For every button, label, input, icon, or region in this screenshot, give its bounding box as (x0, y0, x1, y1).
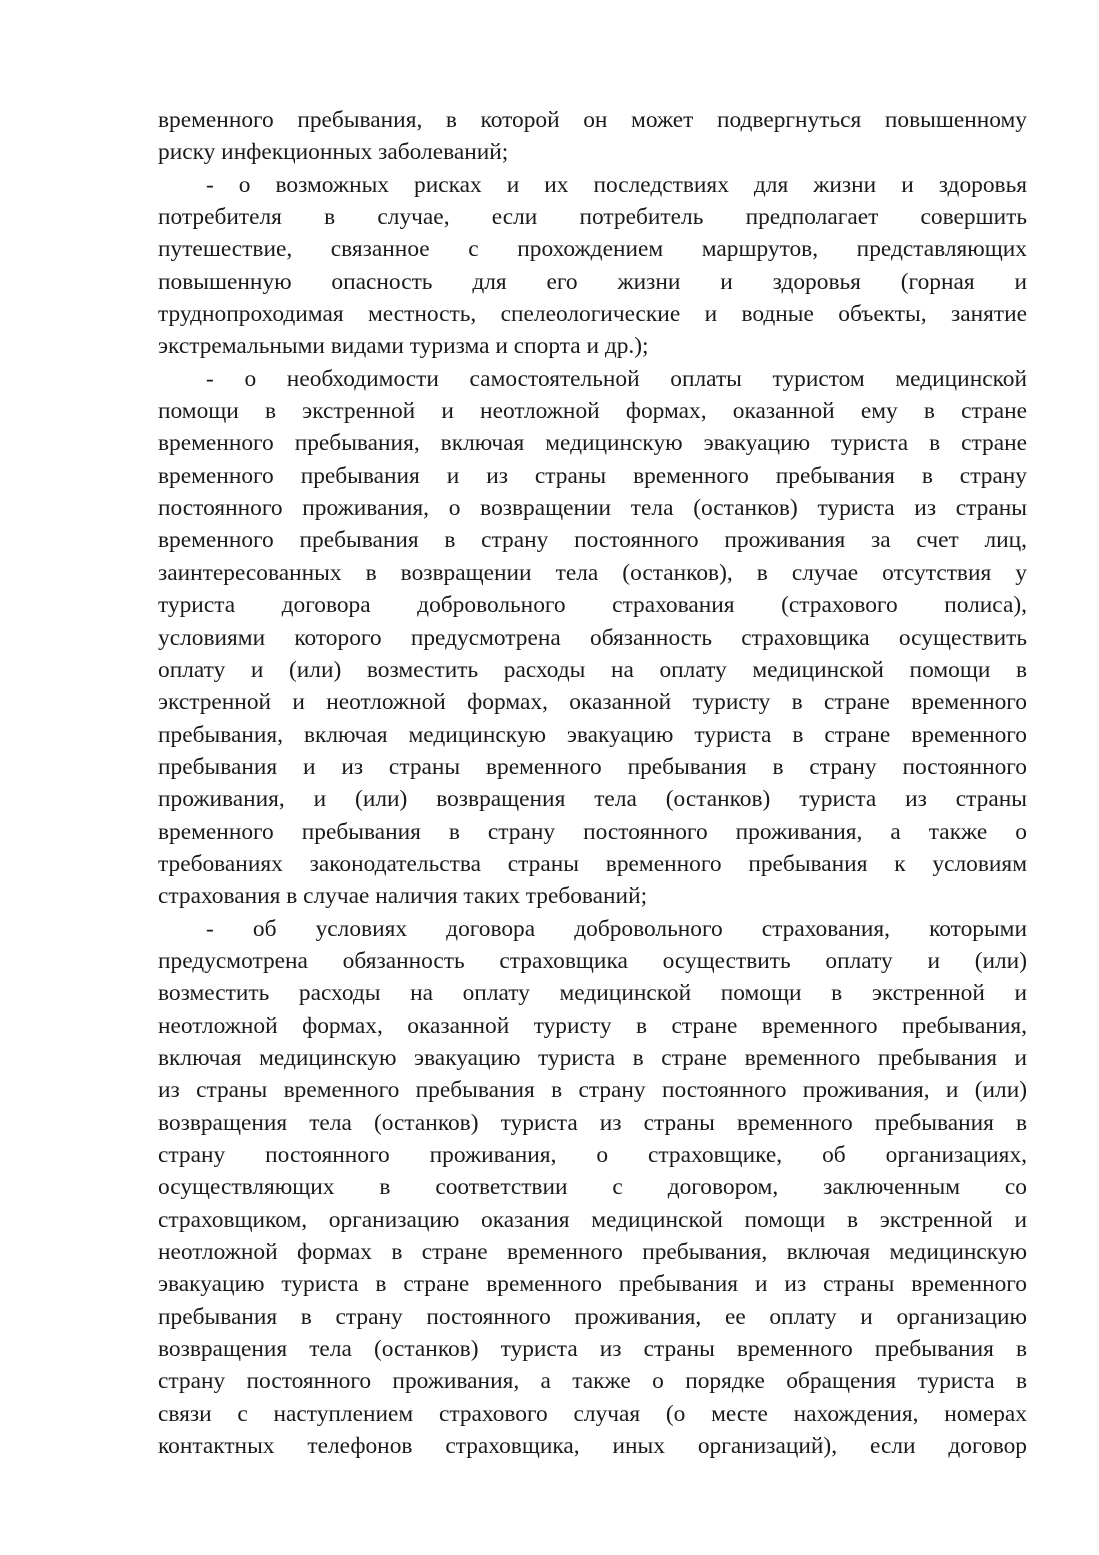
text-line: временного пребывания в страну постоянного проживания за счет лиц, (158, 527, 1027, 554)
text-line: страну постоянного проживания, о страховщике, об организациях, (158, 1142, 1027, 1168)
text-line: временного пребывания, включая медицинскую эвакуацию туриста в стране (158, 430, 1027, 457)
text-line: пребывания в страну постоянного проживания, ее оплату и организацию (158, 1303, 1027, 1330)
text-line: требованиях законодательства страны временного пребывания к условиям (158, 850, 1027, 877)
paragraph (158, 913, 1027, 1463)
text-line: условиями которого предусмотрена обязанность страховщика осуществить (158, 624, 1027, 651)
text-line: туриста договора добровольного страхования (страхового полиса), (158, 592, 1027, 619)
text-line: экстренной и неотложной формах, оказанной туристу в стране временного (158, 689, 1027, 716)
text-line: оплату и (или) возместить расходы на оплату медицинской помощи в (158, 656, 1027, 683)
text-line: контактных телефонов страховщика, иных организаций), если договор (158, 1433, 1027, 1460)
text-line: - о возможных рисках и их последствиях для жизни и здоровья (206, 171, 1027, 198)
text-line: неотложной формах, оказанной туристу в стране временного пребывания, (158, 1012, 1027, 1039)
text-line: потребителя в случае, если потребитель предполагает совершить (158, 204, 1027, 231)
text-line: включая медицинскую эвакуацию туриста в стране временного пребывания и (158, 1044, 1027, 1071)
text-line: страну постоянного проживания, а также о порядке обращения туриста в (158, 1368, 1027, 1395)
text-line: проживания, и (или) возвращения тела (останков) туриста из страны (158, 786, 1027, 813)
text-line: эвакуацию туриста в стране временного пребывания и из страны временного (158, 1271, 1027, 1298)
text-line: - о необходимости самостоятельной оплаты туристом медицинской (206, 365, 1027, 392)
text-line: неотложной формах в стране временного пребывания, включая медицинскую (158, 1239, 1027, 1266)
text-line: возвращения тела (останков) туриста из страны временного пребывания в (158, 1109, 1027, 1136)
text-line: путешествие, связанное с прохождением маршрутов, представляющих (158, 236, 1027, 263)
paragraph (158, 104, 1027, 169)
text-line: риску инфекционных заболеваний; (158, 139, 509, 166)
text-line: связи с наступлением страхового случая (о месте нахождения, номерах (158, 1400, 1027, 1427)
text-line: - об условиях договора добровольного страхования, которыми (206, 915, 1027, 942)
text-line: временного пребывания и из страны временного пребывания в страну (158, 462, 1027, 489)
text-line: экстремальными видами туризма и спорта и др.); (158, 333, 649, 360)
text-line: труднопроходимая местность, спелеологические и водные объекты, занятие (158, 301, 1027, 328)
text-line: возместить расходы на оплату медицинской помощи в экстренной и (158, 980, 1027, 1007)
text-line: из страны временного пребывания в страну постоянного проживания, и (или) (158, 1077, 1027, 1104)
text-line: осуществляющих в соответствии с договором, заключенным со (158, 1174, 1027, 1201)
text-line: помощи в экстренной и неотложной формах, оказанной ему в стране (158, 398, 1027, 425)
document-page (158, 104, 1027, 1462)
text-line: заинтересованных в возвращении тела (останков), в случае отсутствия у (158, 559, 1027, 586)
text-line: пребывания и из страны временного пребывания в страну постоянного (158, 753, 1027, 780)
text-line: страховщиком, организацию оказания медицинской помощи в экстренной и (158, 1206, 1027, 1233)
text-line: возвращения тела (останков) туриста из страны временного пребывания в (158, 1336, 1027, 1363)
text-line: временного пребывания, в которой он может подвергнуться повышенному (158, 107, 1027, 133)
text-line: временного пребывания в страну постоянного проживания, а также о (158, 818, 1027, 845)
text-line: предусмотрена обязанность страховщика осуществить оплату и (или) (158, 947, 1027, 974)
paragraph (158, 169, 1027, 363)
text-line: пребывания, включая медицинскую эвакуацию туриста в стране временного (158, 721, 1027, 748)
text-line: повышенную опасность для его жизни и здоровья (горная и (158, 268, 1027, 295)
text-line: постоянного проживания, о возвращении тела (останков) туриста из страны (158, 495, 1027, 522)
text-line: страхования в случае наличия таких требований; (158, 883, 648, 910)
paragraph (158, 363, 1027, 913)
